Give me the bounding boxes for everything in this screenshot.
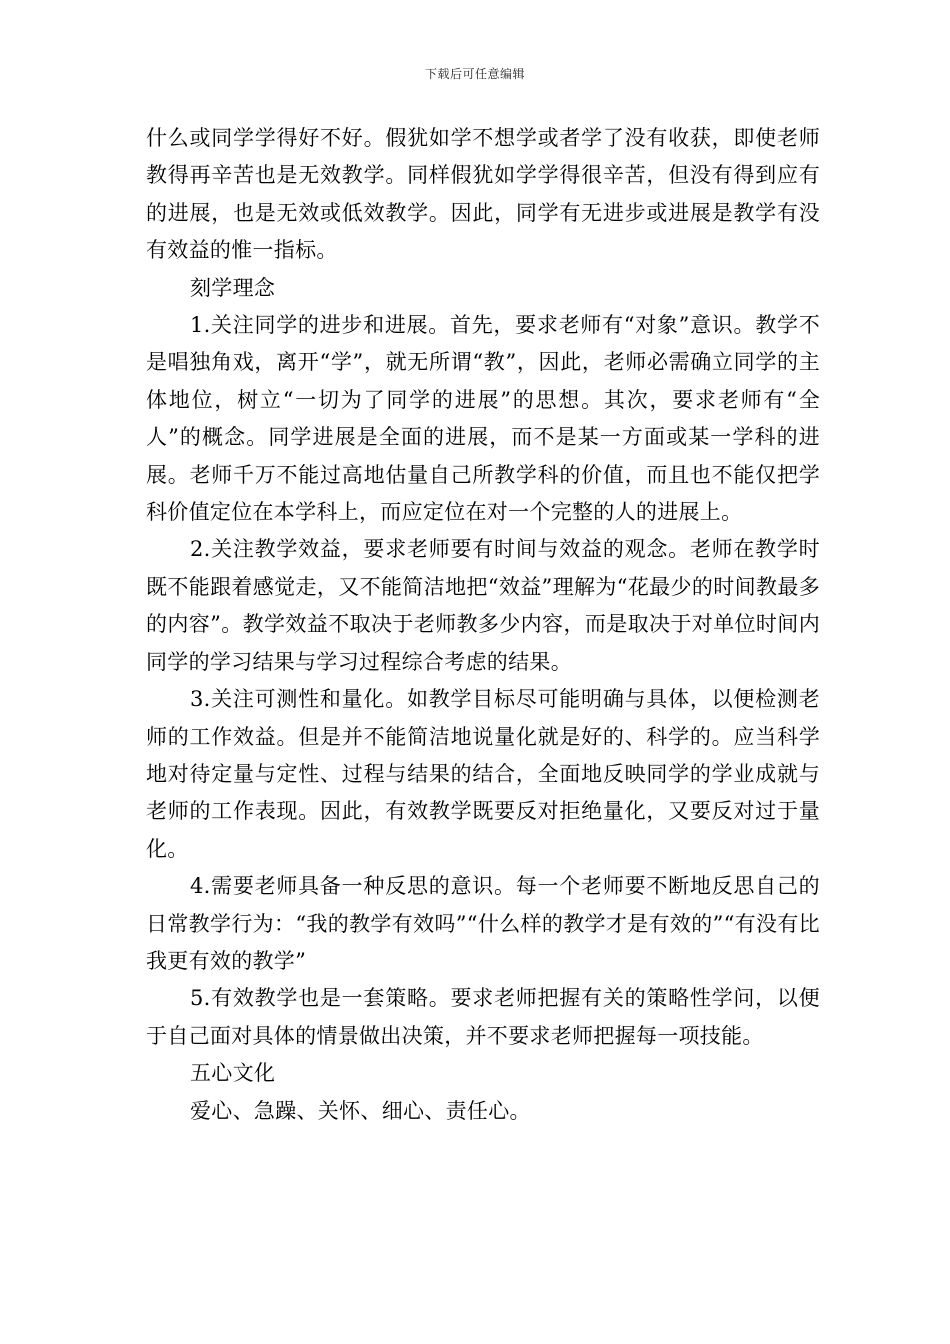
paragraph-point-5: 5.有效教学也是一套策略。要求老师把握有关的策略性学问，以便于自己面对具体的情景做出决策，并不要求老师把握每一项技能。 xyxy=(146,986,820,1048)
paragraph-point-2: 2.关注教学效益，要求老师要有时间与效益的观念。老师在教学时既不能跟着感觉走，又不能简洁地把“效益”理解为“花最少的时间教最多的内容”。教学效益不取决于老师教多少内容，而是取决于对单位时间内同学的学习结果与学习过程综合考虑的结果。 xyxy=(146,537,820,674)
document-body xyxy=(146,120,820,1130)
paragraph-point-3: 3.关注可测性和量化。如教学目标尽可能明确与具体，以便检测老师的工作效益。但是并不能简洁地说量化就是好的、科学的。应当科学地对待定量与定性、过程与结果的结合，全面地反映同学的学业成就与老师的工作表现。因此，有效教学既要反对拒绝量化，又要反对过于量化。 xyxy=(146,687,820,861)
section-heading-five-hearts: 五心文化 xyxy=(190,1061,276,1086)
page-header: 下载后可任意编辑 xyxy=(424,67,525,81)
paragraph-continuation: 什么或同学学得好不好。假犹如学不想学或者学了没有收获，即使老师教得再辛苦也是无效教学。同样假犹如学学得很辛苦，但没有得到应有的进展，也是无效或低效教学。因此，同学有无进步或进展是教学有没有效益的惟一指标。 xyxy=(146,126,820,263)
paragraph-point-4: 4.需要老师具备一种反思的意识。每一个老师要不断地反思自己的日常教学行为：“我的教学有效吗”“什么样的教学才是有效的”“有没有比我更有效的教学” xyxy=(146,874,820,973)
section-heading-teaching-philosophy: 刻学理念 xyxy=(190,275,276,300)
paragraph-five-hearts-list: 爱心、急躁、关怀、细心、责任心。 xyxy=(190,1098,531,1123)
paragraph-point-1: 1.关注同学的进步和进展。首先，要求老师有“对象”意识。教学不是唱独角戏，离开“学”，就无所谓“教”，因此，老师必需确立同学的主体地位，树立“一切为了同学的进展”的思想。其次，要求老师有“全人”的概念。同学进展是全面的进展，而不是某一方面或某一学科的进展。老师千万不能过高地估量自己所教学科的价值，而且也不能仅把学科价值定位在本学科上，而应定位在对一个完整的人的进展上。 xyxy=(146,313,820,525)
